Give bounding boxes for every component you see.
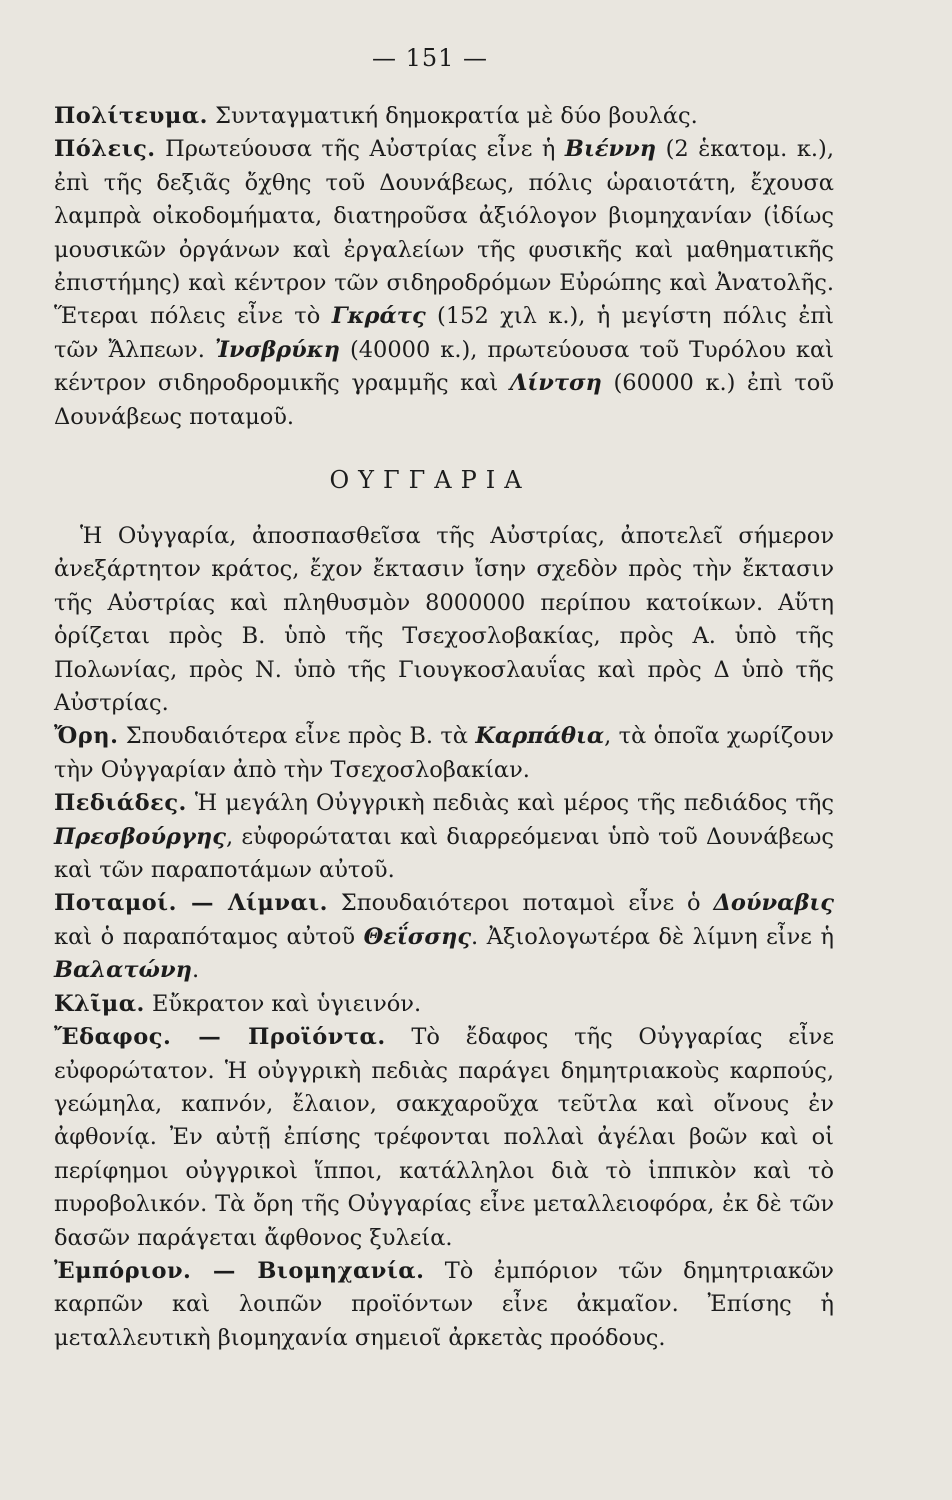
soil-text: Τὸ ἔδαφος τῆς Οὐγγαρίας εἶνε εὐφορώτατον. Ἡ οὐγγρικὴ πεδιὰς παράγει δημητριακοὺς καρπούς, γεώμηλα, καπνόν, ἔλαιον, σακχαροῦχα τεῦτλα καὶ οἴνους ἐν ἀφθονίᾳ. Ἐν αὐτῇ ἐπίσης τρέφονται πολλαὶ ἀγέλαι βοῶν καὶ οἱ περίφημοι οὐγγρικοὶ ἵπποι, κατάλληλοι διὰ τὸ ἱππικὸν καὶ τὸ πυροβολικόν. Τὰ ὄρη τῆς Οὐγγαρίας εἶνε μεταλλειοφόρα, ἐκ δὲ τῶν δασῶν παράγεται ἄφθονος ξυλεία. xyxy=(54,1024,835,1251)
plains-text: , εὐφορώταται καὶ διαρρεόμεναι ὑπὸ τοῦ Δουνάβεως καὶ τῶν παραποτάμων αὐτοῦ. xyxy=(54,823,834,884)
cities-text: (152 χιλ κ.), ἡ μεγίστη πόλις ἐπὶ τῶν Ἄλπεων. xyxy=(54,303,835,363)
cities-text: (2 ἑκατομ. κ.), ἐπὶ τῆς δεξιᾶς ὄχθης τοῦ Δουνάβεως, πόλις ὡραιοτάτη, ἔχουσα λαμπρὰ οἰκοδομήματα, διατηροῦσα ἀξιόλογον βιομηχανίαν (ἰδίως μουσικῶν ὀργάνων καὶ ἐργαλείων τῆς φυσικῆς καὶ μαθηματικῆς ἐπιστήμης) καὶ κέντρον τῶν σιδηροδρόμων Εὐρώπης καὶ Ἀνατολῆς. Ἕτεραι πόλεις εἶνε τὸ xyxy=(54,136,834,330)
commerce-heading: Ἐμπόριον. — Βιομηχανία. xyxy=(54,1257,425,1284)
rivers-text: . xyxy=(191,957,200,984)
mountains-text: , τὰ ὁποῖα χωρίζουν τὴν Οὐγγαρίαν ἀπὸ τὴν Τσεχοσλοβακίαν. xyxy=(54,723,834,783)
climate-paragraph xyxy=(54,988,834,1021)
mountains-paragraph xyxy=(54,720,834,787)
theiss-name: Θεΐσσης xyxy=(363,923,472,950)
climate-text: Εὔκρατον καὶ ὑγιεινόν. xyxy=(144,990,422,1017)
plains-heading: Πεδιάδες. xyxy=(54,790,187,817)
cities-paragraph xyxy=(54,133,834,434)
rivers-heading: Ποταμοί. — Λίμναι. xyxy=(54,890,328,917)
rivers-text: Σπουδαιότεροι ποταμοὶ εἶνε ὁ xyxy=(328,890,714,917)
page-number: — 151 — xyxy=(371,44,489,72)
austria-section xyxy=(54,100,834,434)
pressburg-name: Πρεσβούργης xyxy=(54,823,226,850)
rivers-paragraph xyxy=(54,887,834,987)
vienna-name: Βιέννη xyxy=(564,136,657,163)
soil-paragraph xyxy=(54,1021,834,1255)
cities-text: Πρωτεύουσα τῆς Αὐστρίας εἶνε ἡ xyxy=(155,136,565,163)
soil-heading: Ἔδαφος. — Προϊόντα. xyxy=(54,1024,386,1051)
graz-name: Γκράτς xyxy=(331,303,426,330)
danube-name: Δούναβις xyxy=(713,890,834,917)
government-heading: Πολίτευμα. xyxy=(54,103,208,129)
cities-text: (40000 κ.), πρωτεύουσα τοῦ Τυρόλου καὶ κέντρον σιδηροδρομικῆς γραμμῆς καὶ xyxy=(54,336,835,397)
rivers-text: καὶ ὁ παραπόταμος αὐτοῦ xyxy=(54,923,364,950)
commerce-paragraph xyxy=(54,1255,834,1355)
plains-text: Ἡ μεγάλη Οὐγγρικὴ πεδιὰς καὶ μέρος τῆς πεδιάδος τῆς xyxy=(186,790,834,817)
commerce-text: Τὸ ἐμπόριον τῶν δημητριακῶν καρπῶν καὶ λοιπῶν προϊόντων εἶνε ἀκμαῖον. Ἐπίσης ἡ μεταλλευτικὴ βιομηχανία σημειοῖ ἀρκετὰς προόδους. xyxy=(54,1257,834,1351)
government-text: Συνταγματική δημοκρατία μὲ δύο βουλάς. xyxy=(207,103,698,129)
cities-heading: Πόλεις. xyxy=(54,136,156,163)
hungary-section xyxy=(54,520,834,1355)
section-title: ΟΥΓΓΑΡΙΑ xyxy=(329,466,531,494)
balaton-name: Βαλατώνη xyxy=(54,957,192,984)
plains-paragraph xyxy=(54,787,834,887)
cities-text: (60000 κ.) ἐπὶ τοῦ Δουνάβεως ποταμοῦ. xyxy=(54,370,834,430)
rivers-text: . Ἀξιολογωτέρα δὲ λίμνη εἶνε ἡ xyxy=(471,923,834,950)
linz-name: Λίντση xyxy=(509,370,602,397)
intro-paragraph: Ἡ Οὐγγαρία, ἀποσπασθεῖσα τῆς Αὐστρίας, ἀποτελεῖ σήμερον ἀνεξάρτητον κράτος, ἔχον ἔκτασιν ἴσην σχεδὸν πρὸς τὴν ἔκτασιν τῆς Αὐστρίας καὶ πληθυσμὸν 8000000 περίπου κατοίκων. Αὕτη ὁρίζεται πρὸς Β. ὑπὸ τῆς Τσεχοσλοβακίας, πρὸς Α. ὑπὸ τῆς Πολωνίας, πρὸς Ν. ὑπὸ τῆς Γιουγκοσλαυΐας καὶ πρὸς Δ ὑπὸ τῆς Αὐστρίας. xyxy=(54,523,834,717)
carpathians-name: Καρπάθια xyxy=(475,723,605,750)
innsbruck-name: Ἰνσβρύκη xyxy=(214,336,340,363)
climate-heading: Κλῖμα. xyxy=(54,990,145,1017)
mountains-text: Σπουδαιότερα εἶνε πρὸς Β. τὰ xyxy=(118,723,476,750)
mountains-heading: Ὄρη. xyxy=(54,723,119,750)
government-paragraph xyxy=(54,100,834,133)
